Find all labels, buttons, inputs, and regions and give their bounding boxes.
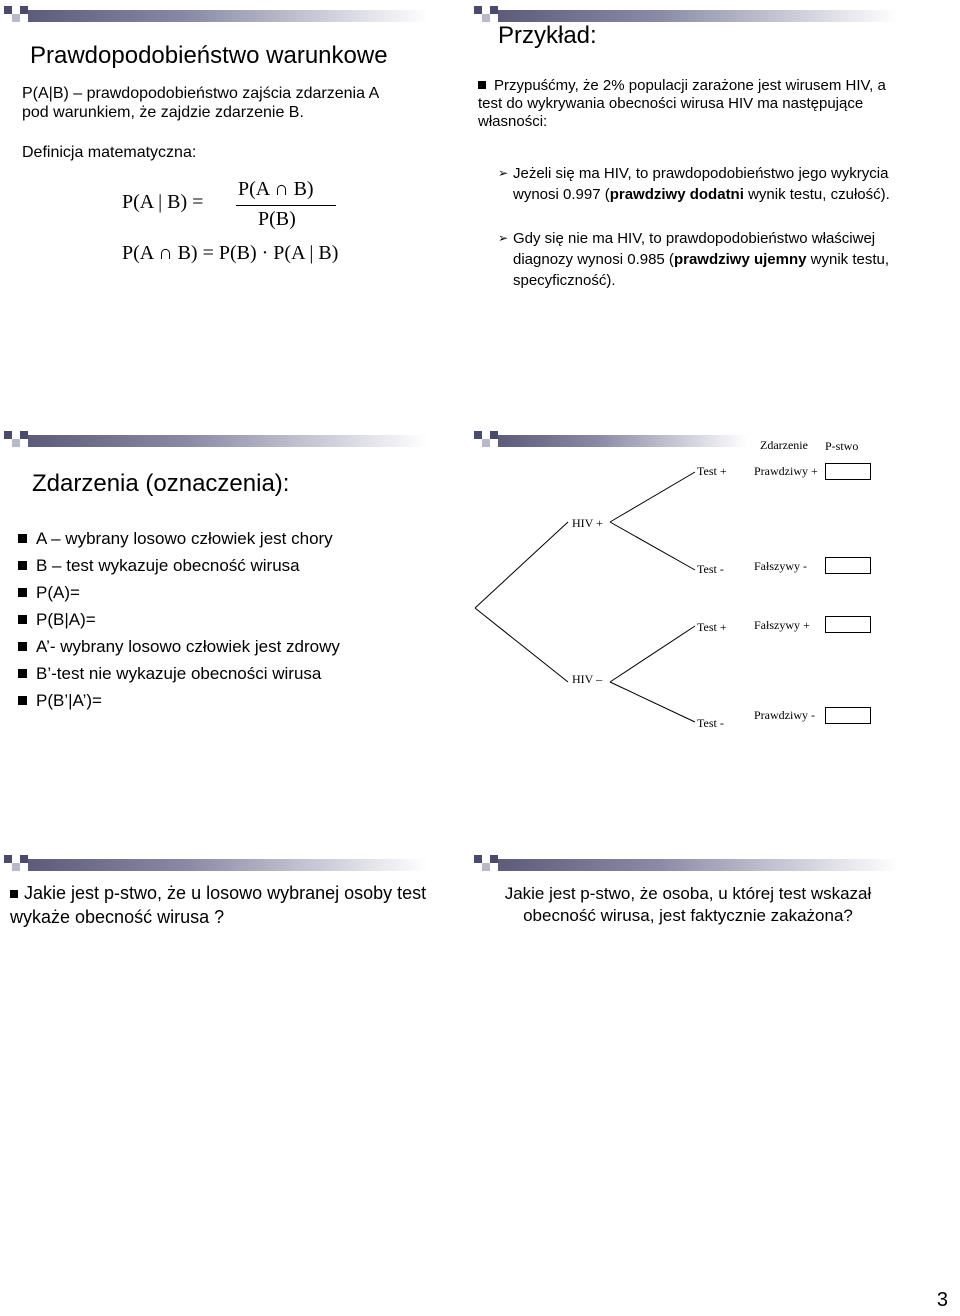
slide-title: Przykład: bbox=[498, 22, 597, 49]
header-square bbox=[490, 6, 498, 14]
slide-title: Prawdopodobieństwo warunkowe bbox=[30, 42, 388, 69]
header-square bbox=[490, 855, 498, 863]
header-bar bbox=[28, 10, 428, 22]
header-square bbox=[4, 6, 12, 14]
event-item: P(B|A)= bbox=[18, 610, 96, 630]
formula-1-numerator: P(A ∩ B) bbox=[238, 178, 314, 200]
event-item: P(A)= bbox=[18, 583, 80, 603]
header-square bbox=[490, 431, 498, 439]
square-bullet-icon bbox=[18, 642, 27, 651]
square-bullet-icon bbox=[18, 588, 27, 597]
probability-box bbox=[825, 616, 871, 633]
slide-title: Zdarzenia (oznaczenia): bbox=[32, 470, 290, 497]
event-label-1: Prawdziwy + bbox=[754, 464, 818, 478]
sub-bullet-2: ➢ Gdy się nie ma HIV, to prawdopodobieństwo właściwej diagnozy wynosi 0.985 (prawdziwy ujemny wynik testu, specyficzność). bbox=[498, 230, 890, 289]
header-bar bbox=[28, 435, 428, 447]
formula-1-denominator: P(B) bbox=[258, 208, 296, 230]
square-bullet-icon bbox=[18, 561, 27, 570]
header-bar bbox=[498, 859, 898, 871]
header-square bbox=[4, 431, 12, 439]
header-bar bbox=[498, 435, 748, 447]
probability-box bbox=[825, 463, 871, 480]
definition-line-2: pod warunkiem, że zajdzie zdarzenie B. bbox=[22, 104, 304, 121]
math-label: Definicja matematyczna: bbox=[22, 144, 197, 161]
sub-bullet-1: ➢ Jeżeli się ma HIV, to prawdopodobieństwo jego wykrycia wynosi 0.997 (prawdziwy dodatni wynik testu, czułość). bbox=[498, 165, 890, 203]
branch-test-minus-2 bbox=[610, 682, 695, 722]
branch-test-plus-2 bbox=[610, 626, 695, 682]
fraction-bar bbox=[236, 205, 336, 206]
header-square bbox=[20, 6, 28, 14]
header-square bbox=[12, 439, 20, 447]
event-label-2: Fałszywy - bbox=[754, 559, 807, 573]
header-square bbox=[482, 14, 490, 22]
header-square bbox=[474, 6, 482, 14]
probability-box bbox=[825, 707, 871, 724]
header-square bbox=[12, 863, 20, 871]
node-test-4: Test - bbox=[697, 716, 724, 730]
header-square bbox=[12, 14, 20, 22]
square-bullet-icon bbox=[18, 696, 27, 705]
formula-2: P(A ∩ B) = P(B) · P(A | B) bbox=[122, 242, 339, 264]
header-square bbox=[4, 855, 12, 863]
node-hiv-plus: HIV + bbox=[572, 516, 603, 530]
node-test-2: Test - bbox=[697, 562, 724, 576]
header-square bbox=[20, 431, 28, 439]
definition-line-1: P(A|B) – prawdopodobieństwo zajścia zdarzenia A bbox=[22, 85, 380, 102]
arrow-bullet-icon: ➢ bbox=[498, 166, 509, 180]
node-test-3: Test + bbox=[697, 620, 727, 634]
column-header-event: Zdarzenie bbox=[760, 438, 808, 452]
probability-box bbox=[825, 557, 871, 574]
branch-hiv-minus bbox=[475, 608, 568, 682]
header-square bbox=[474, 855, 482, 863]
branch-hiv-plus bbox=[475, 522, 568, 608]
event-label-3: Fałszywy + bbox=[754, 618, 810, 632]
event-item: B’-test nie wykazuje obecności wirusa bbox=[18, 664, 321, 684]
probability-tree bbox=[470, 450, 960, 750]
arrow-bullet-icon: ➢ bbox=[498, 231, 509, 245]
node-test-1: Test + bbox=[697, 464, 727, 478]
event-label-4: Prawdziwy - bbox=[754, 708, 815, 722]
event-item: A – wybrany losowo człowiek jest chory bbox=[18, 529, 333, 549]
header-bar bbox=[28, 859, 428, 871]
branch-test-plus-1 bbox=[610, 472, 695, 522]
column-header-probability: P-stwo bbox=[825, 439, 859, 453]
header-square bbox=[20, 855, 28, 863]
header-square bbox=[482, 439, 490, 447]
square-bullet-icon bbox=[478, 81, 486, 89]
header-bar bbox=[498, 10, 898, 22]
formula-1-lhs: P(A | B) = bbox=[122, 191, 204, 213]
event-item: P(B’|A’)= bbox=[18, 691, 102, 711]
square-bullet-icon bbox=[18, 615, 27, 624]
bullet-item bbox=[478, 77, 898, 131]
header-square bbox=[474, 431, 482, 439]
square-bullet-icon bbox=[10, 890, 18, 898]
node-hiv-minus: HIV – bbox=[572, 672, 603, 686]
page-number: 3 bbox=[936, 1289, 948, 1311]
header-square bbox=[482, 863, 490, 871]
event-item: B – test wykazuje obecność wirusa bbox=[18, 556, 300, 576]
square-bullet-icon bbox=[18, 669, 27, 678]
branch-test-minus-1 bbox=[610, 522, 695, 570]
square-bullet-icon bbox=[18, 534, 27, 543]
question-text: Jakie jest p-stwo, że u losowo wybranej osoby test wykaże obecność wirusa ? bbox=[10, 883, 427, 927]
bullet-text: Przypuśćmy, że 2% populacji zarażone jest wirusem HIV, a test do wykrywania obecności wirusa HIV ma następujące własności: bbox=[478, 77, 886, 130]
event-item: A’- wybrany losowo człowiek jest zdrowy bbox=[18, 637, 340, 657]
question-text: Jakie jest p-stwo, że osoba, u której test wskazał obecność wirusa, jest faktycznie zakażona? bbox=[504, 884, 872, 925]
